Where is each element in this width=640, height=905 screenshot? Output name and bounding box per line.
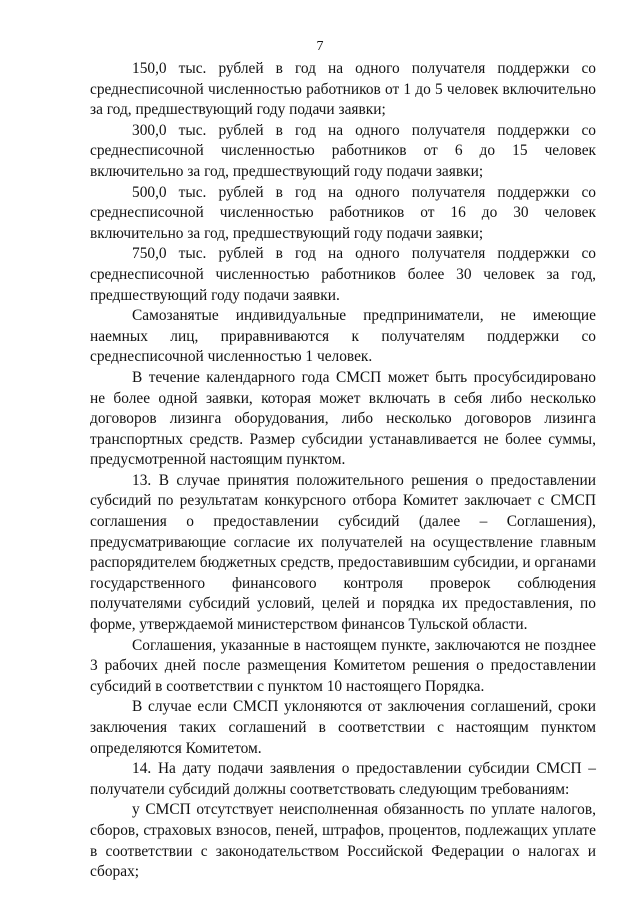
- paragraph-annual-limit: В течение календарного года СМСП может быть просубсидировано не более одной заявки, которая может включать в себя либо несколько договоров лизинга оборудования, либо несколько договоров лизинга транспортных средств. Размер субсидии устанавливается не более суммы, предусмотренной настоящим пунктом.: [90, 368, 596, 469]
- paragraph-subsidy-tier-3: 500,0 тыс. рублей в год на одного получателя поддержки со среднесписочной численностью работников от 16 до 30 человек включительно за год, предшествующий году подачи заявки;: [90, 183, 596, 242]
- paragraph-self-employed: Самозанятые индивидуальные предприниматели, не имеющие наемных лиц, приравниваются к получателям поддержки со среднесписочной численностью 1 человек.: [90, 307, 596, 366]
- paragraph-subsidy-tier-1: 150,0 тыс. рублей в год на одного получателя поддержки со среднесписочной численностью работников от 1 до 5 человек включительно за год, предшествующий году подачи заявки;: [90, 60, 596, 119]
- paragraph-tax-requirement: у СМСП отсутствует неисполненная обязанность по уплате налогов, сборов, страховых взносов, пеней, штрафов, процентов, подлежащих уплате в соответствии с законодательством Российской Федерации о налогах и сборах;: [90, 801, 596, 881]
- document-body: [90, 59, 596, 883]
- paragraph-agreement-evasion: В случае если СМСП уклоняются от заключения соглашений, сроки заключения таких соглашений в соответствии с настоящим пунктом определяются Комитетом.: [90, 698, 596, 757]
- paragraph-subsidy-tier-4: 750,0 тыс. рублей в год на одного получателя поддержки со среднесписочной численностью работников более 30 человек за год, предшествующий году подачи заявки.: [90, 245, 596, 304]
- paragraph-subsidy-tier-2: 300,0 тыс. рублей в год на одного получателя поддержки со среднесписочной численностью работников от 6 до 15 человек включительно за год, предшествующий году подачи заявки;: [90, 121, 596, 180]
- page-number: 7: [316, 39, 324, 54]
- paragraph-clause-13: 13. В случае принятия положительного решения о предоставлении субсидий по результатам конкурсного отбора Комитет заключает с СМСП соглашения о предоставлении субсидий (далее – Соглашения), предусматривающие согласие их получателей на осуществление главным распорядителем бюджетных средств, предоставившим субсидии, и органами государственного финансового контроля проверок соблюдения получателями субсидий условий, целей и порядка их предоставления, по форме, утверждаемой министерством финансов Тульской области.: [90, 471, 596, 634]
- paragraph-agreement-deadline: Соглашения, указанные в настоящем пункте, заключаются не позднее 3 рабочих дней после размещения Комитетом решения о предоставлении субсидий в соответствии с пунктом 10 настоящего Порядка.: [90, 636, 596, 695]
- paragraph-clause-14: 14. На дату подачи заявления о предоставлении субсидии СМСП – получатели субсидий должны соответствовать следующим требованиям:: [90, 760, 596, 798]
